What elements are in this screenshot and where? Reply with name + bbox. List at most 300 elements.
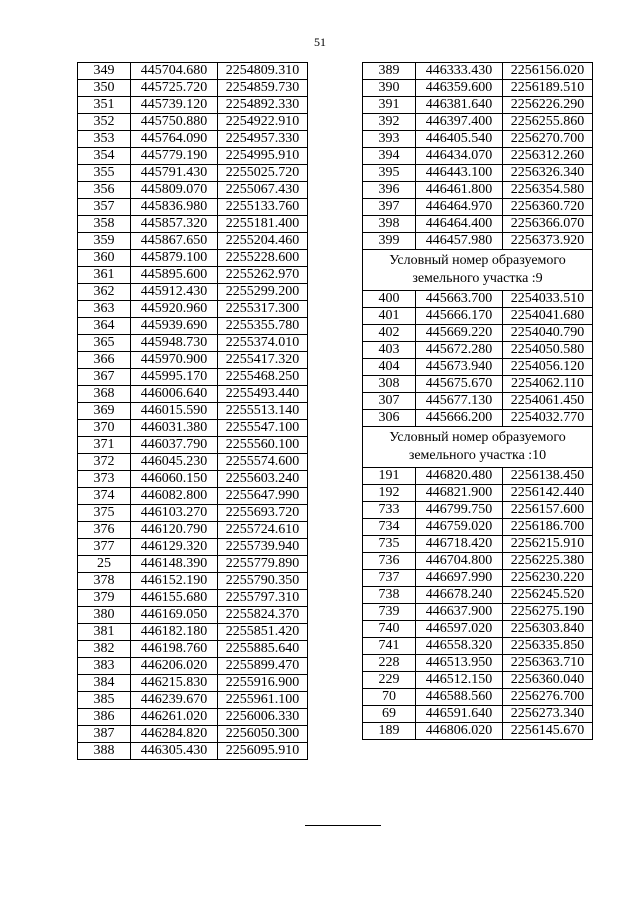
table-row [78,522,308,539]
y-coordinate-cell: 2255262.970 [218,267,308,284]
section-header: Условный номер образуемого земельного участка :10 [363,427,593,468]
y-coordinate-cell: 2254050.580 [503,342,593,359]
x-coordinate-cell: 446397.400 [416,114,503,131]
y-coordinate-cell: 2256157.600 [503,502,593,519]
x-coordinate-cell: 446718.420 [416,536,503,553]
y-coordinate-cell: 2255693.720 [218,505,308,522]
y-coordinate-cell: 2256354.580 [503,182,593,199]
point-number-cell: 390 [363,80,416,97]
x-coordinate-cell: 445912.430 [131,284,218,301]
table-row [363,131,593,148]
y-coordinate-cell: 2255739.940 [218,539,308,556]
table-row [78,471,308,488]
x-coordinate-cell: 445675.670 [416,376,503,393]
table-row [78,131,308,148]
x-coordinate-cell: 446284.820 [131,726,218,743]
point-number-cell: 738 [363,587,416,604]
x-coordinate-cell: 446820.480 [416,468,503,485]
x-coordinate-cell: 445895.600 [131,267,218,284]
y-coordinate-cell: 2254922.910 [218,114,308,131]
y-coordinate-cell: 2254061.450 [503,393,593,410]
point-number-cell: 191 [363,468,416,485]
point-number-cell: 228 [363,655,416,672]
x-coordinate-cell: 446333.430 [416,63,503,80]
section-header-row [363,427,593,468]
x-coordinate-cell: 446464.400 [416,216,503,233]
x-coordinate-cell: 445836.980 [131,199,218,216]
x-coordinate-cell: 446103.270 [131,505,218,522]
y-coordinate-cell: 2255133.760 [218,199,308,216]
y-coordinate-cell: 2256360.040 [503,672,593,689]
point-number-cell: 365 [78,335,131,352]
point-number-cell: 382 [78,641,131,658]
point-number-cell: 306 [363,410,416,427]
x-coordinate-cell: 445995.170 [131,369,218,386]
x-coordinate-cell: 446060.150 [131,471,218,488]
y-coordinate-cell: 2256156.020 [503,63,593,80]
y-coordinate-cell: 2255899.470 [218,658,308,675]
y-coordinate-cell: 2255824.370 [218,607,308,624]
y-coordinate-cell: 2255797.310 [218,590,308,607]
point-number-cell: 229 [363,672,416,689]
table-row [363,536,593,553]
y-coordinate-cell: 2256255.860 [503,114,593,131]
table-row [363,233,593,250]
y-coordinate-cell: 2256138.450 [503,468,593,485]
x-coordinate-cell: 446806.020 [416,723,503,740]
point-number-cell: 388 [78,743,131,760]
point-number-cell: 383 [78,658,131,675]
table-row [363,63,593,80]
x-coordinate-cell: 446434.070 [416,148,503,165]
x-coordinate-cell: 446678.240 [416,587,503,604]
y-coordinate-cell: 2256186.700 [503,519,593,536]
y-coordinate-cell: 2255851.420 [218,624,308,641]
point-number-cell: 373 [78,471,131,488]
x-coordinate-cell: 446637.900 [416,604,503,621]
coordinates-table-left [77,62,308,760]
table-row [363,308,593,325]
y-coordinate-cell: 2254892.330 [218,97,308,114]
table-row [78,352,308,369]
table-row [363,359,593,376]
point-number-cell: 379 [78,590,131,607]
table-row [78,199,308,216]
table-row [78,386,308,403]
y-coordinate-cell: 2255317.300 [218,301,308,318]
table-row [78,420,308,437]
point-number-cell: 741 [363,638,416,655]
y-coordinate-cell: 2255779.890 [218,556,308,573]
x-coordinate-cell: 445809.070 [131,182,218,199]
x-coordinate-cell: 446006.640 [131,386,218,403]
x-coordinate-cell: 446182.180 [131,624,218,641]
point-number-cell: 372 [78,454,131,471]
y-coordinate-cell: 2255299.200 [218,284,308,301]
x-coordinate-cell: 446558.320 [416,638,503,655]
point-number-cell: 401 [363,308,416,325]
x-coordinate-cell: 445948.730 [131,335,218,352]
point-number-cell: 371 [78,437,131,454]
y-coordinate-cell: 2254041.680 [503,308,593,325]
x-coordinate-cell: 445673.940 [416,359,503,376]
point-number-cell: 402 [363,325,416,342]
point-number-cell: 307 [363,393,416,410]
y-coordinate-cell: 2256326.340 [503,165,593,182]
x-coordinate-cell: 445879.100 [131,250,218,267]
y-coordinate-cell: 2255885.640 [218,641,308,658]
table-row [78,505,308,522]
point-number-cell: 350 [78,80,131,97]
table-row [363,199,593,216]
table-row [363,621,593,638]
table-row [363,604,593,621]
y-coordinate-cell: 2256095.910 [218,743,308,760]
y-coordinate-cell: 2254032.770 [503,410,593,427]
y-coordinate-cell: 2256230.220 [503,570,593,587]
point-number-cell: 351 [78,97,131,114]
x-coordinate-cell: 446206.020 [131,658,218,675]
table-row [78,267,308,284]
y-coordinate-cell: 2255603.240 [218,471,308,488]
y-coordinate-cell: 2255181.400 [218,216,308,233]
table-row [78,318,308,335]
point-number-cell: 377 [78,539,131,556]
point-number-cell: 352 [78,114,131,131]
y-coordinate-cell: 2256142.440 [503,485,593,502]
table-row [78,250,308,267]
x-coordinate-cell: 446155.680 [131,590,218,607]
x-coordinate-cell: 446148.390 [131,556,218,573]
point-number-cell: 364 [78,318,131,335]
x-coordinate-cell: 446239.670 [131,692,218,709]
y-coordinate-cell: 2256273.340 [503,706,593,723]
y-coordinate-cell: 2255493.440 [218,386,308,403]
point-number-cell: 381 [78,624,131,641]
point-number-cell: 375 [78,505,131,522]
point-number-cell: 355 [78,165,131,182]
table-row [363,587,593,604]
y-coordinate-cell: 2254995.910 [218,148,308,165]
point-number-cell: 369 [78,403,131,420]
x-coordinate-cell: 446405.540 [416,131,503,148]
y-coordinate-cell: 2256335.850 [503,638,593,655]
table-row [363,502,593,519]
table-row [78,369,308,386]
point-number-cell: 398 [363,216,416,233]
table-row [363,376,593,393]
y-coordinate-cell: 2256006.330 [218,709,308,726]
y-coordinate-cell: 2254062.110 [503,376,593,393]
point-number-cell: 378 [78,573,131,590]
x-coordinate-cell: 446082.800 [131,488,218,505]
x-coordinate-cell: 446697.990 [416,570,503,587]
y-coordinate-cell: 2256312.260 [503,148,593,165]
y-coordinate-cell: 2255228.600 [218,250,308,267]
table-row [363,519,593,536]
x-coordinate-cell: 446152.190 [131,573,218,590]
y-coordinate-cell: 2254040.790 [503,325,593,342]
x-coordinate-cell: 446198.760 [131,641,218,658]
table-row [78,641,308,658]
x-coordinate-cell: 446261.020 [131,709,218,726]
footer-rule [305,825,381,826]
y-coordinate-cell: 2255355.780 [218,318,308,335]
x-coordinate-cell: 446591.640 [416,706,503,723]
x-coordinate-cell: 445970.900 [131,352,218,369]
table-row [78,97,308,114]
x-coordinate-cell: 446031.380 [131,420,218,437]
x-coordinate-cell: 446464.970 [416,199,503,216]
x-coordinate-cell: 445669.220 [416,325,503,342]
point-number-cell: 740 [363,621,416,638]
x-coordinate-cell: 446129.320 [131,539,218,556]
point-number-cell: 735 [363,536,416,553]
table-row [78,63,308,80]
x-coordinate-cell: 446443.100 [416,165,503,182]
x-coordinate-cell: 445939.690 [131,318,218,335]
table-row [363,468,593,485]
table-row [78,437,308,454]
x-coordinate-cell: 445725.720 [131,80,218,97]
point-number-cell: 391 [363,97,416,114]
table-row [363,689,593,706]
point-number-cell: 385 [78,692,131,709]
x-coordinate-cell: 446381.640 [416,97,503,114]
x-coordinate-cell: 445677.130 [416,393,503,410]
table-row [78,233,308,250]
table-row [78,692,308,709]
x-coordinate-cell: 446120.790 [131,522,218,539]
y-coordinate-cell: 2256215.910 [503,536,593,553]
point-number-cell: 392 [363,114,416,131]
point-number-cell: 733 [363,502,416,519]
x-coordinate-cell: 445857.320 [131,216,218,233]
section-header-row [363,250,593,291]
table-row [78,403,308,420]
point-number-cell: 356 [78,182,131,199]
point-number-cell: 370 [78,420,131,437]
y-coordinate-cell: 2256225.380 [503,553,593,570]
table-row [78,301,308,318]
table-row [363,553,593,570]
table-row [363,723,593,740]
y-coordinate-cell: 2255374.010 [218,335,308,352]
point-number-cell: 399 [363,233,416,250]
point-number-cell: 389 [363,63,416,80]
y-coordinate-cell: 2254033.510 [503,291,593,308]
table-row [363,165,593,182]
table-row [78,165,308,182]
table-row [363,410,593,427]
y-coordinate-cell: 2254859.730 [218,80,308,97]
point-number-cell: 397 [363,199,416,216]
table-row [363,114,593,131]
table-row [78,114,308,131]
table-row [363,485,593,502]
y-coordinate-cell: 2255790.350 [218,573,308,590]
y-coordinate-cell: 2255417.320 [218,352,308,369]
table-row [78,709,308,726]
x-coordinate-cell: 446704.800 [416,553,503,570]
point-number-cell: 739 [363,604,416,621]
table-row [363,148,593,165]
point-number-cell: 736 [363,553,416,570]
x-coordinate-cell: 446588.560 [416,689,503,706]
point-number-cell: 366 [78,352,131,369]
table-row [78,590,308,607]
y-coordinate-cell: 2255647.990 [218,488,308,505]
table-row [78,607,308,624]
x-coordinate-cell: 446457.980 [416,233,503,250]
point-number-cell: 362 [78,284,131,301]
x-coordinate-cell: 445750.880 [131,114,218,131]
y-coordinate-cell: 2255067.430 [218,182,308,199]
y-coordinate-cell: 2256050.300 [218,726,308,743]
table-row [363,182,593,199]
y-coordinate-cell: 2255961.100 [218,692,308,709]
x-coordinate-cell: 445779.190 [131,148,218,165]
x-coordinate-cell: 446305.430 [131,743,218,760]
x-coordinate-cell: 446037.790 [131,437,218,454]
x-coordinate-cell: 445739.120 [131,97,218,114]
point-number-cell: 395 [363,165,416,182]
point-number-cell: 396 [363,182,416,199]
point-number-cell: 737 [363,570,416,587]
y-coordinate-cell: 2256363.710 [503,655,593,672]
point-number-cell: 192 [363,485,416,502]
table-row [78,573,308,590]
x-coordinate-cell: 446215.830 [131,675,218,692]
table-row [363,706,593,723]
y-coordinate-cell: 2256275.190 [503,604,593,621]
table-row [78,539,308,556]
point-number-cell: 393 [363,131,416,148]
table-row [78,658,308,675]
y-coordinate-cell: 2256366.070 [503,216,593,233]
table-row [78,726,308,743]
table-row [363,325,593,342]
table-row [78,556,308,573]
table-row [363,638,593,655]
y-coordinate-cell: 2256303.840 [503,621,593,638]
y-coordinate-cell: 2256373.920 [503,233,593,250]
x-coordinate-cell: 446821.900 [416,485,503,502]
point-number-cell: 360 [78,250,131,267]
table-row [363,672,593,689]
y-coordinate-cell: 2255547.100 [218,420,308,437]
page-number: 51 [314,35,326,49]
y-coordinate-cell: 2255025.720 [218,165,308,182]
point-number-cell: 394 [363,148,416,165]
table-row [363,80,593,97]
table-row [363,216,593,233]
x-coordinate-cell: 446759.020 [416,519,503,536]
table-row [363,393,593,410]
point-number-cell: 734 [363,519,416,536]
point-number-cell: 368 [78,386,131,403]
x-coordinate-cell: 445666.200 [416,410,503,427]
point-number-cell: 25 [78,556,131,573]
table-row [78,335,308,352]
table-row [78,284,308,301]
y-coordinate-cell: 2255204.460 [218,233,308,250]
table-row [78,216,308,233]
point-number-cell: 357 [78,199,131,216]
y-coordinate-cell: 2255468.250 [218,369,308,386]
table-row [78,182,308,199]
point-number-cell: 69 [363,706,416,723]
point-number-cell: 70 [363,689,416,706]
x-coordinate-cell: 445704.680 [131,63,218,80]
point-number-cell: 359 [78,233,131,250]
x-coordinate-cell: 446461.800 [416,182,503,199]
point-number-cell: 404 [363,359,416,376]
point-number-cell: 400 [363,291,416,308]
table-row [78,454,308,471]
table-row [78,488,308,505]
table-row [78,624,308,641]
y-coordinate-cell: 2255513.140 [218,403,308,420]
section-header: Условный номер образуемого земельного участка :9 [363,250,593,291]
table-row [78,743,308,760]
x-coordinate-cell: 446169.050 [131,607,218,624]
y-coordinate-cell: 2255574.600 [218,454,308,471]
x-coordinate-cell: 445764.090 [131,131,218,148]
x-coordinate-cell: 445663.700 [416,291,503,308]
y-coordinate-cell: 2255560.100 [218,437,308,454]
x-coordinate-cell: 446045.230 [131,454,218,471]
table-row [363,655,593,672]
y-coordinate-cell: 2256360.720 [503,199,593,216]
y-coordinate-cell: 2255724.610 [218,522,308,539]
point-number-cell: 358 [78,216,131,233]
x-coordinate-cell: 446015.590 [131,403,218,420]
y-coordinate-cell: 2254809.310 [218,63,308,80]
x-coordinate-cell: 446359.600 [416,80,503,97]
table-row [78,80,308,97]
point-number-cell: 353 [78,131,131,148]
point-number-cell: 349 [78,63,131,80]
table-row [78,675,308,692]
table-row [363,291,593,308]
x-coordinate-cell: 446512.150 [416,672,503,689]
x-coordinate-cell: 445920.960 [131,301,218,318]
point-number-cell: 367 [78,369,131,386]
x-coordinate-cell: 445672.280 [416,342,503,359]
table-row [363,97,593,114]
x-coordinate-cell: 445666.170 [416,308,503,325]
point-number-cell: 380 [78,607,131,624]
x-coordinate-cell: 445791.430 [131,165,218,182]
point-number-cell: 308 [363,376,416,393]
table-row [363,342,593,359]
table-row [78,148,308,165]
y-coordinate-cell: 2256145.670 [503,723,593,740]
point-number-cell: 354 [78,148,131,165]
y-coordinate-cell: 2256276.700 [503,689,593,706]
point-number-cell: 361 [78,267,131,284]
y-coordinate-cell: 2256189.510 [503,80,593,97]
point-number-cell: 387 [78,726,131,743]
y-coordinate-cell: 2254056.120 [503,359,593,376]
point-number-cell: 189 [363,723,416,740]
x-coordinate-cell: 445867.650 [131,233,218,250]
x-coordinate-cell: 446597.020 [416,621,503,638]
point-number-cell: 376 [78,522,131,539]
point-number-cell: 386 [78,709,131,726]
y-coordinate-cell: 2255916.900 [218,675,308,692]
